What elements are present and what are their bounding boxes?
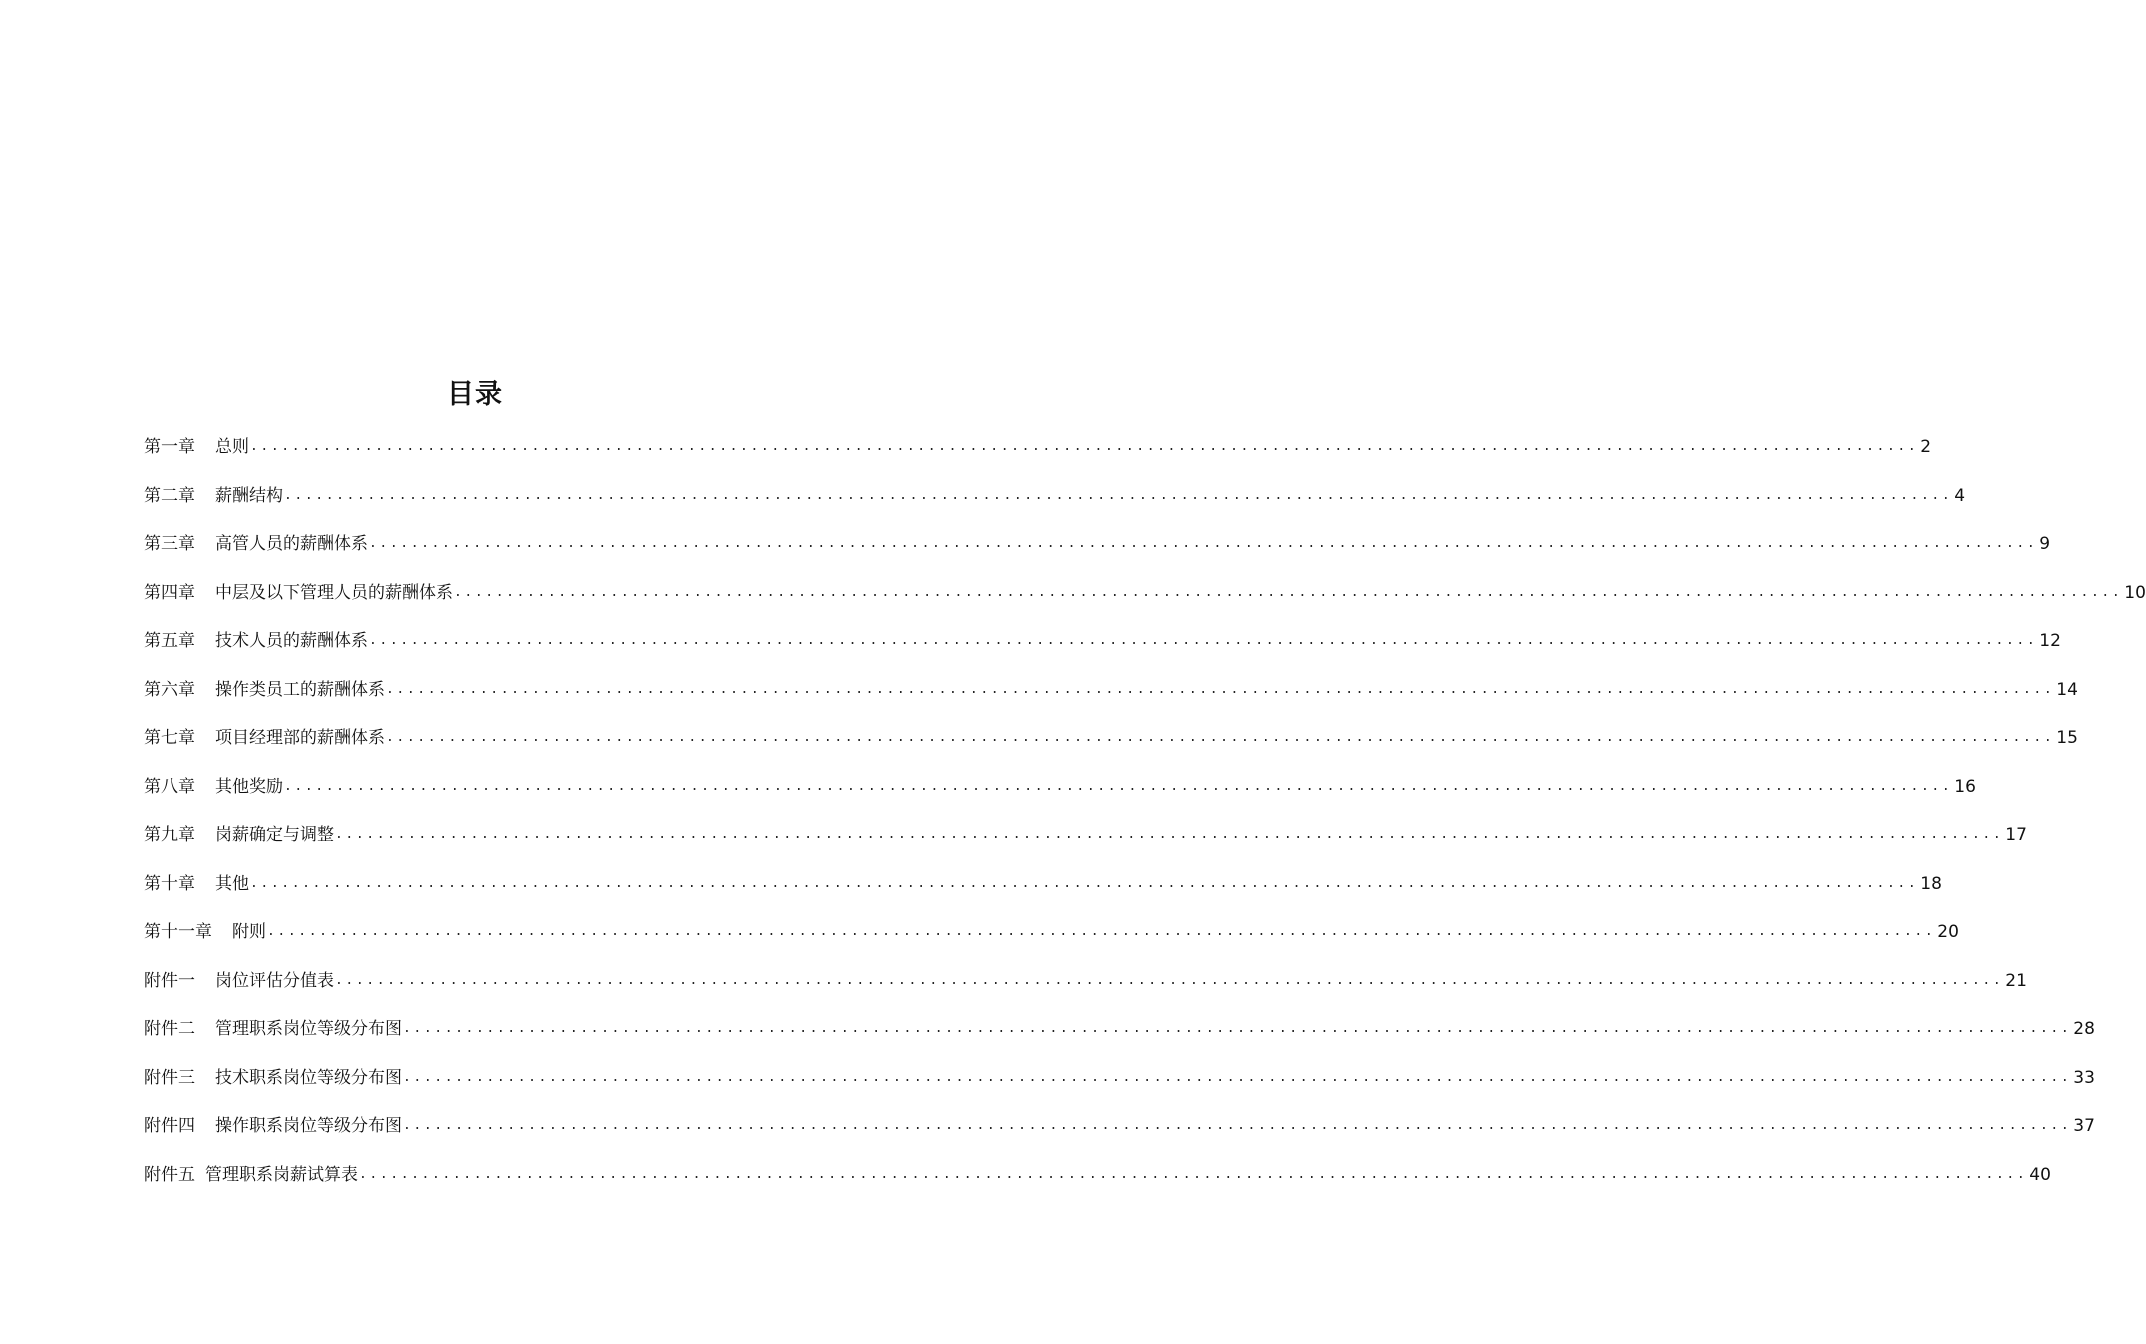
toc-entry[interactable] bbox=[144, 917, 1959, 966]
toc-entry-title: 附则 bbox=[232, 922, 266, 942]
toc-entry[interactable] bbox=[144, 626, 2061, 675]
toc-dot-leader: ................................................................................................................................................................ bbox=[267, 924, 1936, 939]
toc-chapter-number: 附件一 bbox=[144, 970, 195, 991]
toc-dot-leader: ................................................................................................................................................................ bbox=[403, 1021, 2072, 1036]
toc-entry-label bbox=[144, 432, 249, 462]
toc-chapter-number: 附件五 bbox=[144, 1164, 195, 1185]
toc-dot-leader: ................................................................................................................................................................ bbox=[284, 487, 1953, 503]
toc-page-number: 16 bbox=[1954, 776, 1976, 797]
toc-page-number: 40 bbox=[2029, 1164, 2051, 1185]
toc-page-number: 33 bbox=[2073, 1067, 2095, 1088]
toc-entry-title: 中层及以下管理人员的薪酬体系 bbox=[215, 582, 453, 603]
toc-entry-label bbox=[144, 578, 453, 608]
toc-chapter-number: 第九章 bbox=[144, 825, 195, 845]
toc-entry-title: 岗薪确定与调整 bbox=[215, 825, 334, 845]
toc-entry[interactable] bbox=[144, 1063, 2095, 1112]
toc-entry-label bbox=[144, 529, 368, 559]
toc-chapter-number: 第十章 bbox=[144, 873, 195, 894]
toc-entry[interactable] bbox=[144, 432, 1932, 481]
toc-dot-leader: ................................................................................................................................................................ bbox=[386, 730, 2055, 745]
toc-dot-leader: ................................................................................................................................................................ bbox=[386, 681, 2055, 697]
toc-dot-leader: ................................................................................................................................................................ bbox=[250, 439, 1919, 454]
toc-page-number: 12 bbox=[2039, 631, 2061, 651]
toc-entry-label bbox=[144, 626, 368, 656]
toc-entry[interactable] bbox=[144, 1014, 2095, 1063]
toc-entry[interactable] bbox=[144, 578, 2146, 627]
toc-dot-leader: ................................................................................................................................................................ bbox=[454, 584, 2123, 600]
toc-entry-title: 岗位评估分值表 bbox=[215, 970, 334, 991]
toc-chapter-number: 第六章 bbox=[144, 679, 195, 700]
toc-page-number: 21 bbox=[2005, 970, 2027, 991]
toc-entry-label bbox=[144, 675, 385, 705]
toc-entry[interactable] bbox=[144, 723, 2078, 772]
toc-chapter-number: 第五章 bbox=[144, 631, 195, 651]
toc-page-number: 15 bbox=[2056, 728, 2078, 748]
toc-entry-title: 操作职系岗位等级分布图 bbox=[215, 1116, 402, 1136]
toc-entry-label bbox=[144, 481, 283, 511]
toc-entry-title: 项目经理部的薪酬体系 bbox=[215, 728, 385, 748]
toc-chapter-number: 第三章 bbox=[144, 534, 195, 554]
toc-entry-label bbox=[144, 820, 334, 850]
toc-entry-title: 技术人员的薪酬体系 bbox=[215, 631, 368, 651]
toc-entry[interactable] bbox=[144, 966, 2027, 1015]
toc-entry-label bbox=[144, 869, 249, 899]
toc-dot-leader: ................................................................................................................................................................ bbox=[284, 778, 1953, 794]
toc-entry-label bbox=[144, 966, 334, 996]
toc-dot-leader: ................................................................................................................................................................ bbox=[403, 1118, 2072, 1133]
toc-page-number: 9 bbox=[2039, 534, 2051, 554]
toc-entry-title: 薪酬结构 bbox=[215, 485, 283, 506]
toc-chapter-number: 第二章 bbox=[144, 485, 195, 506]
toc-page-number: 14 bbox=[2056, 679, 2078, 700]
toc-entry-label bbox=[144, 723, 385, 753]
toc-dot-leader: ................................................................................................................................................................ bbox=[335, 972, 2004, 988]
toc-chapter-number: 第七章 bbox=[144, 728, 195, 748]
toc-dot-leader: ................................................................................................................................................................ bbox=[403, 1069, 2072, 1085]
toc-chapter-number: 第一章 bbox=[144, 437, 195, 457]
toc-entry[interactable] bbox=[144, 529, 2051, 578]
toc-entry[interactable] bbox=[144, 869, 1942, 918]
toc-chapter-number: 第八章 bbox=[144, 776, 195, 797]
toc-entry[interactable] bbox=[144, 1160, 2051, 1209]
toc-entry[interactable] bbox=[144, 820, 2027, 869]
toc-entry-title: 管理职系岗位等级分布图 bbox=[215, 1019, 402, 1039]
toc-entry-title: 总则 bbox=[215, 437, 249, 457]
toc-entry-title: 高管人员的薪酬体系 bbox=[215, 534, 368, 554]
toc-chapter-number: 第四章 bbox=[144, 582, 195, 603]
toc-page-number: 17 bbox=[2005, 825, 2027, 845]
toc-entry-title: 技术职系岗位等级分布图 bbox=[215, 1067, 402, 1088]
toc-chapter-number: 附件二 bbox=[144, 1019, 195, 1039]
toc-page-number: 20 bbox=[1937, 922, 1959, 942]
toc-page-number: 37 bbox=[2073, 1116, 2095, 1136]
toc-entry-title: 操作类员工的薪酬体系 bbox=[215, 679, 385, 700]
toc-page-number: 10 bbox=[2124, 582, 2146, 603]
toc-page-number: 2 bbox=[1920, 437, 1932, 457]
toc-entry[interactable] bbox=[144, 772, 1976, 821]
toc-dot-leader: ................................................................................................................................................................ bbox=[250, 875, 1919, 891]
toc-dot-leader: ................................................................................................................................................................ bbox=[335, 827, 2004, 842]
toc-dot-leader: ................................................................................................................................................................ bbox=[369, 536, 2038, 551]
toc-entry-label bbox=[144, 772, 283, 802]
toc-list bbox=[144, 432, 2146, 1208]
toc-entry[interactable] bbox=[144, 1111, 2095, 1160]
toc-entry-label bbox=[144, 1111, 402, 1141]
toc-entry-label bbox=[144, 1160, 358, 1190]
toc-entry-title: 其他 bbox=[215, 873, 249, 894]
toc-page-number: 4 bbox=[1954, 485, 1966, 506]
toc-page-number: 28 bbox=[2073, 1019, 2095, 1039]
toc-chapter-number: 附件三 bbox=[144, 1067, 195, 1088]
toc-entry-label bbox=[144, 1063, 402, 1093]
toc-entry-label bbox=[144, 1014, 402, 1044]
toc-entry[interactable] bbox=[144, 481, 1966, 530]
toc-chapter-number: 第十一章 bbox=[144, 922, 212, 942]
toc-title: 目录 bbox=[447, 379, 503, 410]
toc-dot-leader: ................................................................................................................................................................ bbox=[359, 1166, 2028, 1182]
toc-page-number: 18 bbox=[1920, 873, 1942, 894]
toc-entry-title: 管理职系岗薪试算表 bbox=[205, 1164, 358, 1185]
toc-chapter-number: 附件四 bbox=[144, 1116, 195, 1136]
toc-entry-label bbox=[144, 917, 266, 947]
toc-dot-leader: ................................................................................................................................................................ bbox=[369, 633, 2038, 648]
toc-entry[interactable] bbox=[144, 675, 2078, 724]
toc-entry-title: 其他奖励 bbox=[215, 776, 283, 797]
